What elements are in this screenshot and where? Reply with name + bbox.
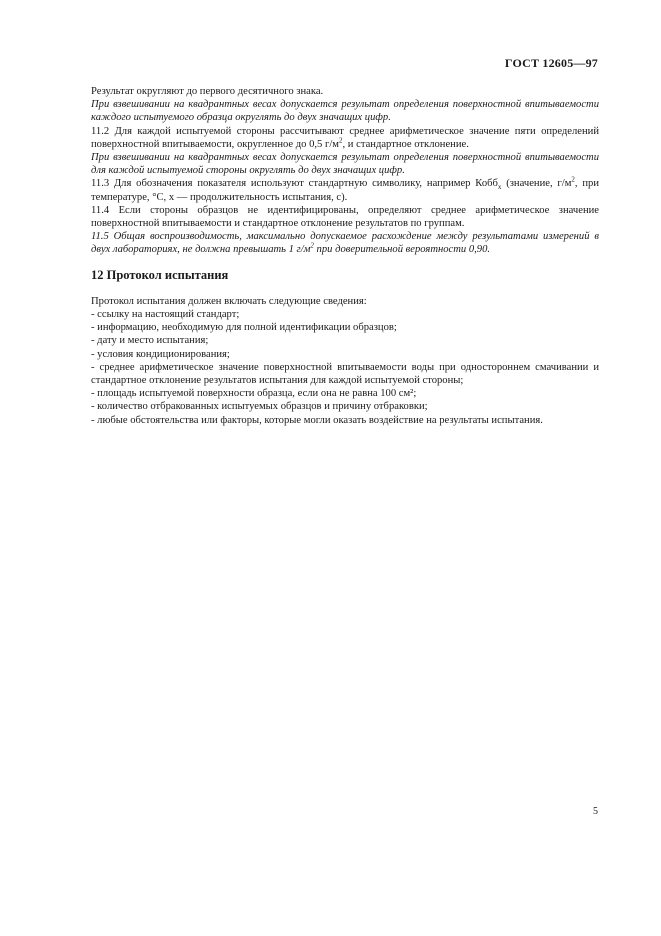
document-code-header: ГОСТ 12605—97 [504,56,598,70]
list-item: - количество отбракованных испытуемых образцов и причину отбраковки; [91,401,428,413]
paragraph-text: при доверительной вероятности 0,90. [313,244,491,256]
paragraph-quadrant-note-1 [91,98,599,124]
paragraph-text: , и стандартное отклонение. [342,138,469,150]
subscript: x [497,183,502,192]
superscript: 2 [339,136,343,145]
paragraph-text: (значение, г/м [501,178,572,190]
section-12-intro: Протокол испытания должен включать следующие сведения: [91,295,367,307]
paragraph-11-3 [91,177,599,203]
superscript: 2 [310,241,314,250]
paragraph-rounding [91,85,599,98]
paragraph-text: При взвешивании на квадрантных весах допускается результат определения поверхностной впитываемости для каждой испытуемой стороны округлять до двух значащих цифр. [91,152,599,177]
paragraph-text: 11.5 Общая воспроизводимость, максимально допускаемое расхождение между результатами измерений в двух лабораториях, не должна превышать 1 г/м [91,231,599,256]
paragraph-text: 11.4 Если стороны образцов не идентифицированы, определяют среднее арифметическое значение поверхностной впитываемости и стандартное отклонение результатов по группам. [91,204,599,230]
section-12-heading: 12 Протокол испытания [91,267,229,282]
paragraph-text: , при температуре, °С, x — продолжительность испытания, с). [91,178,600,203]
paragraph-text: 11.2 Для каждой испытуемой стороны рассчитывают среднее арифметическое значение пяти определений поверхностной впитываемости, округленное до 0,5 г/м [91,125,599,150]
list-item: - условия кондиционирования; [91,348,230,360]
report-items-list [91,308,599,427]
list-item: - информацию, необходимую для полной идентификации образцов; [91,322,397,334]
list-item: - ссылку на настоящий стандарт; [91,309,240,321]
paragraph-11-5 [91,230,599,256]
paragraph-11-2 [91,125,599,151]
list-item: - среднее арифметическое значение поверхностной впитываемости воды при одностороннем смачивании и стандартное отклонение результатов испытания для каждой испытуемой стороны; [91,361,599,387]
paragraph-text: 11.3 Для обозначения показателя используют стандартную символику, например Кобб [91,178,498,190]
paragraph-text: При взвешивании на квадрантных весах допускается результат определения поверхностной впитываемости каждого испытуемого образца округлять до двух значащих цифр. [91,99,599,124]
list-item: - площадь испытуемой поверхности образца, если она не равна 100 см²; [91,388,417,400]
page-content [91,85,599,427]
list-item: - дату и место испытания; [91,335,209,347]
paragraph-text: Результат округляют до первого десятичного знака. [91,86,324,97]
paragraph-quadrant-note-2 [91,151,599,177]
superscript: 2 [571,175,575,184]
page-number: 5 [593,806,598,817]
paragraph-11-4 [91,204,599,230]
list-item: - любые обстоятельства или факторы, которые могли оказать воздействие на результаты испытания. [91,414,543,426]
